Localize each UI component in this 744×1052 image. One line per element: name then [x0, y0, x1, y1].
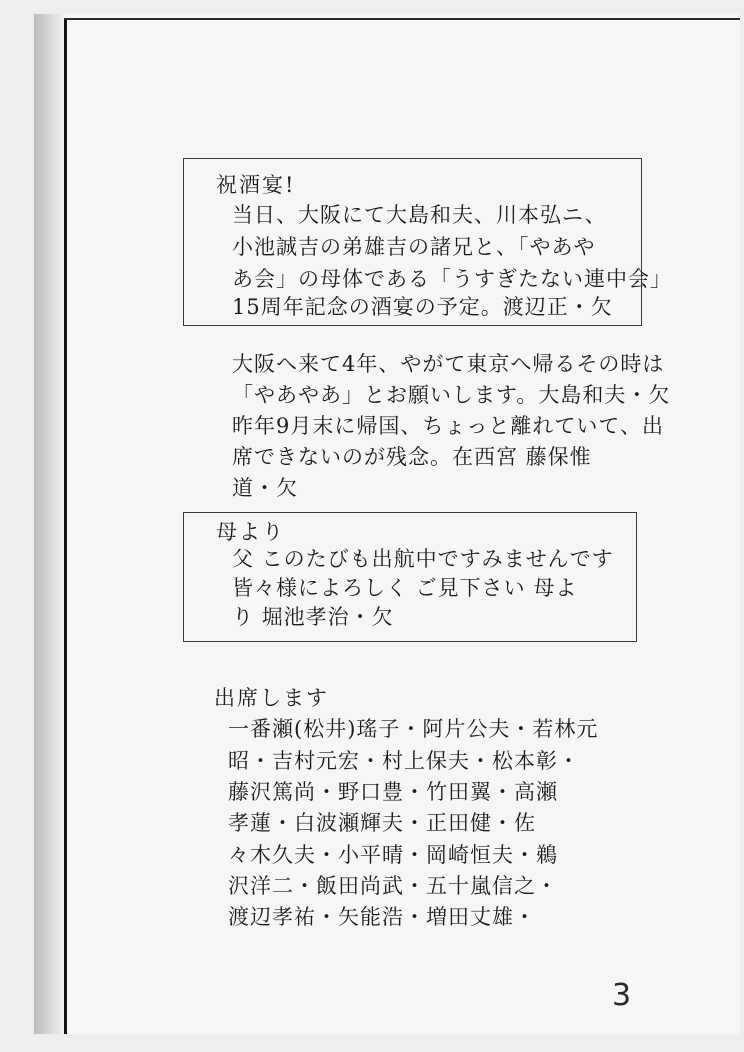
attending-line-5: 々木久夫・小平晴・岡崎恒夫・鵜 — [228, 843, 558, 867]
osaka-line-1: 大阪へ来て4年、やがて東京へ帰るその時は — [232, 352, 665, 376]
attending-line-4: 孝蓮・白波瀬輝夫・正田健・佐 — [228, 811, 536, 835]
toast-heading: 祝酒宴! — [216, 173, 296, 197]
page-number: 3 — [612, 978, 632, 1013]
mother-heading: 母より — [216, 520, 285, 544]
mother-line-3: り 堀池孝治・欠 — [232, 605, 394, 629]
mother-line-2: 皆々様によろしく ご見下さい 母よ — [232, 576, 578, 600]
osaka-line-5: 道・欠 — [232, 476, 298, 500]
attending-line-6: 沢洋二・飯田尚武・五十嵐信之・ — [228, 874, 558, 898]
attending-line-3: 藤沢篤尚・野口豊・竹田翼・高瀬 — [228, 780, 558, 804]
binding-shadow — [34, 14, 64, 1034]
toast-line-1: 当日、大阪にて大島和夫、川本弘ニ、 — [232, 203, 607, 227]
toast-line-4: 15周年記念の酒宴の予定。渡辺正・欠 — [232, 295, 613, 319]
toast-line-3: あ会」の母体である「うすぎたない連中会」 — [232, 267, 672, 291]
attending-line-1: 一番瀬(松井)瑤子・阿片公夫・若林元 — [228, 717, 599, 741]
osaka-line-2: 「やあやあ」とお願いします。大島和夫・欠 — [232, 383, 671, 407]
top-margin-rule — [64, 18, 740, 20]
attending-line-2: 昭・吉村元宏・村上保夫・松本彰・ — [228, 749, 580, 773]
mother-line-1: 父 このたびも出航中ですみませんです — [232, 547, 614, 571]
toast-line-2: 小池誠吉の弟雄吉の諸兄と、「やあや — [232, 235, 596, 259]
attending-line-7: 渡辺孝祐・矢能浩・増田丈雄・ — [228, 905, 536, 929]
left-margin-rule — [64, 18, 67, 1034]
osaka-line-3: 昨年9月末に帰国、ちょっと離れていて、出 — [232, 414, 664, 438]
attending-heading: 出席します — [214, 686, 329, 710]
osaka-line-4: 席できないのが残念。在西宮 藤保惟 — [232, 445, 592, 469]
